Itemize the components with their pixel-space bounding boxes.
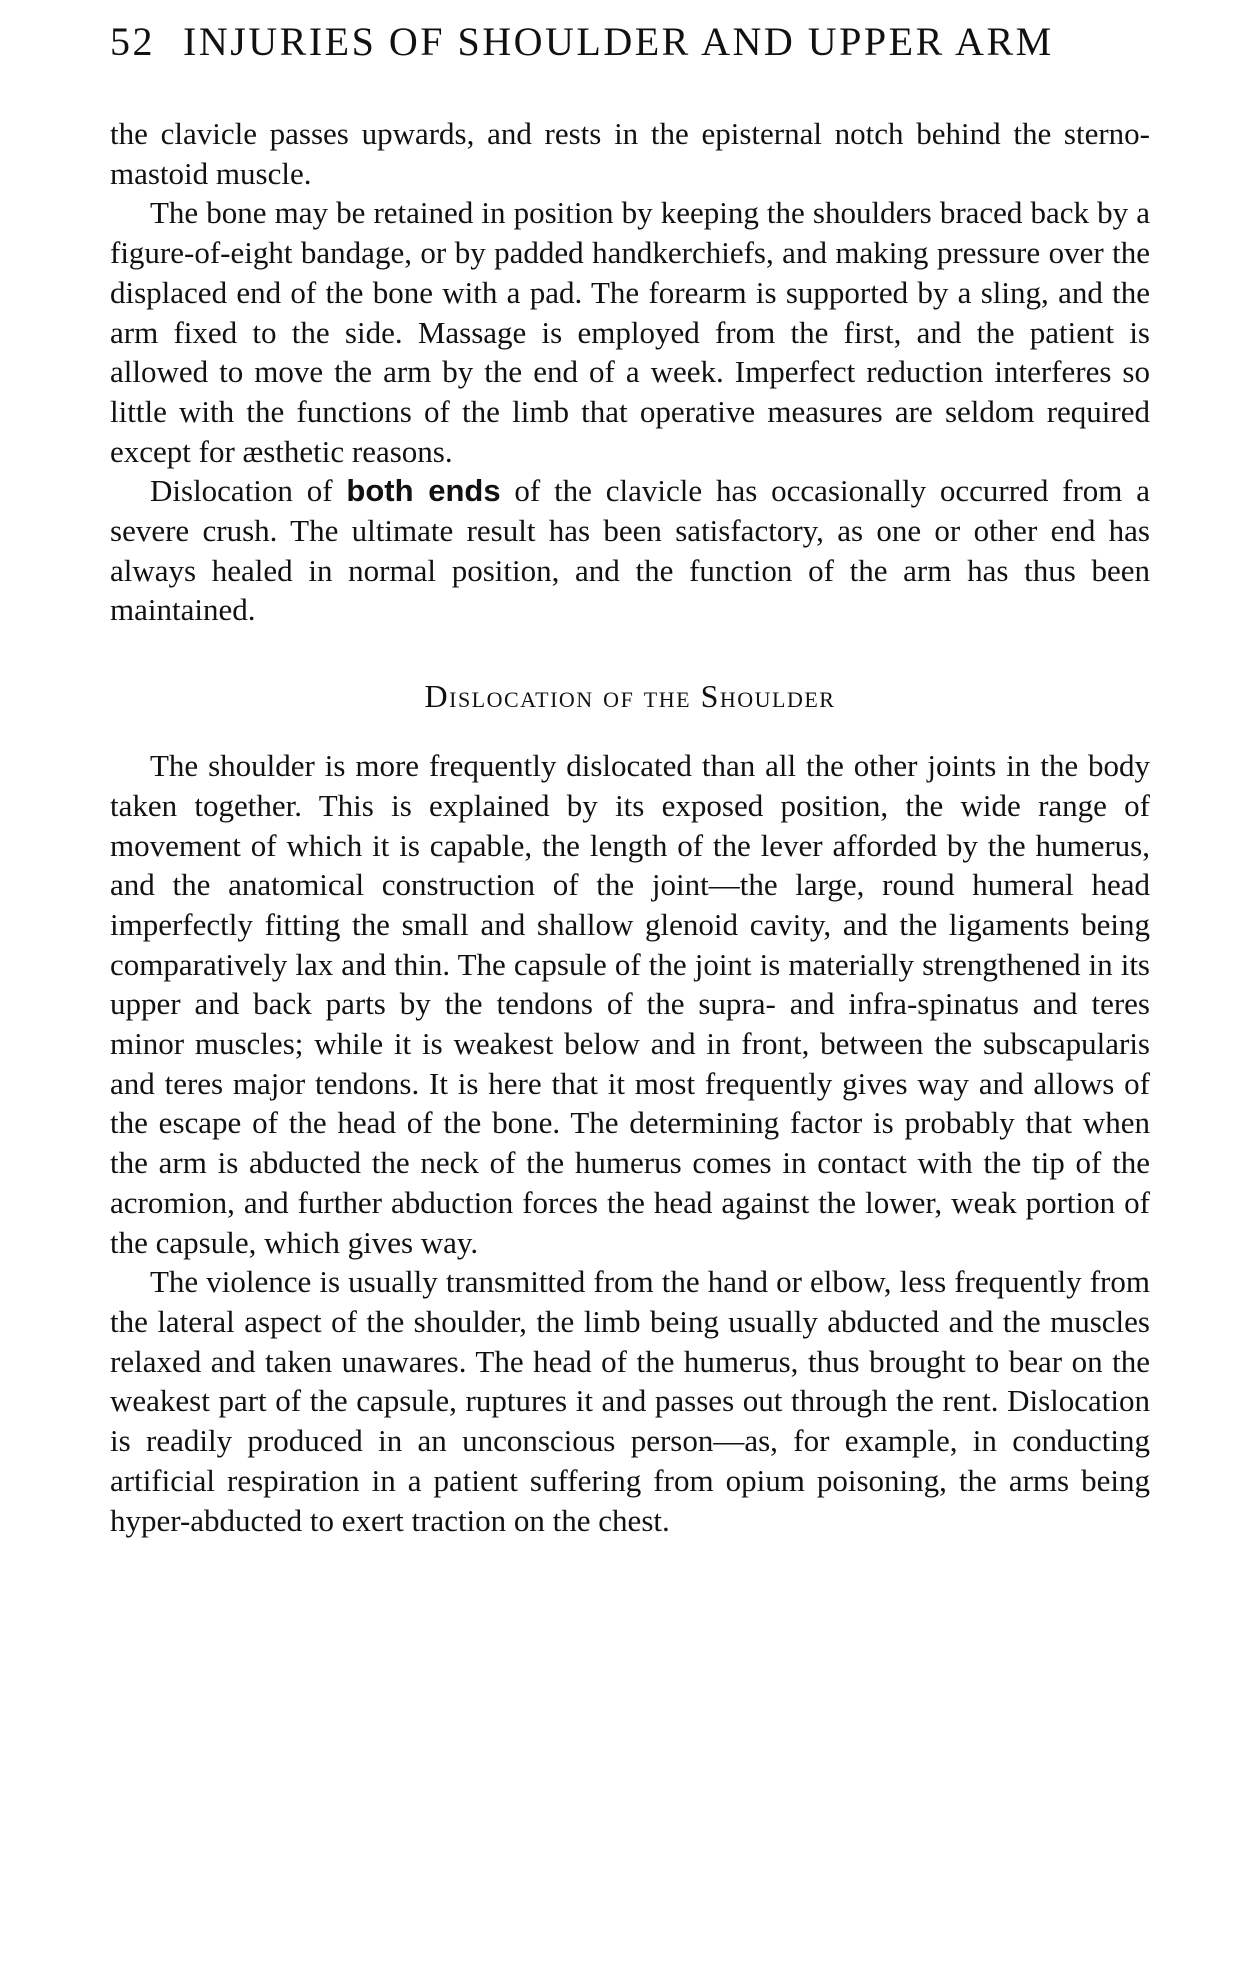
- running-title: INJURIES OF SHOULDER AND UPPER ARM: [183, 19, 1054, 64]
- running-head: [110, 18, 1150, 66]
- paragraph-shoulder-anatomy: The shoulder is more frequently dislocated than all the other joints in the body taken together. This is explained by its exposed position, the wide range of movement of which it is capable, the length of the lever afforded by the humerus, and the anatomical construction of the joint—the large, round humeral head imperfectly fitting the small and shallow glenoid cavity, and the ligaments being comparatively lax and thin. The capsule of the joint is materially strengthened in its upper and back parts by the tendons of the supra- and infra-spinatus and teres minor muscles; while it is weakest below and in front, between the subscapularis and teres major tendons. It is here that it most frequently gives way and allows of the escape of the head of the bone. The determining factor is probably that when the arm is abducted the neck of the humerus comes in contact with the tip of the acromion, and further abduction forces the head against the lower, weak portion of the capsule, which gives way.: [110, 748, 1150, 1260]
- book-page: [110, 18, 1150, 1540]
- paragraph-treatment: The bone may be retained in position by keeping the shoulders braced back by a figure-of-eight bandage, or by padded handkerchiefs, and making pressure over the displaced end of the bone with a pad. The forearm is supported by a sling, and the arm fixed to the side. Massage is employed from the first, and the patient is allowed to move the arm by the end of a week. Imperfect reduction interferes so little with the functions of the limb that operative measures are seldom required except for æsthetic reasons.: [110, 195, 1150, 469]
- paragraph-continued: the clavicle passes upwards, and rests in the episternal notch behind the sterno-mastoid muscle.: [110, 116, 1150, 191]
- body-text: [110, 114, 1150, 1540]
- paragraph-violence: The violence is usually transmitted from the hand or elbow, less frequently from the lateral aspect of the shoulder, the limb being usually abducted and the muscles relaxed and taken unawares. The head of the humerus, thus brought to bear on the weakest part of the capsule, ruptures it and passes out through the rent. Dislocation is readily produced in an unconscious person—as, for example, in conducting artificial respiration in a patient suffering from opium poisoning, the arms being hyper-abducted to exert traction on the chest.: [110, 1264, 1150, 1538]
- both-ends-rest: of the clavicle has occasionally occurred from a severe crush. The ultimate result has been satisfactory, as one or other end has always healed in normal position, and the function of the arm has thus been maintained.: [110, 473, 1150, 628]
- paragraph-both-ends: [110, 471, 1150, 630]
- both-ends-lead: Dislocation of: [150, 473, 347, 509]
- both-ends-emphasis: both ends: [346, 473, 501, 509]
- page-number: 52: [110, 19, 155, 64]
- section-heading: Dislocation of the Shoulder: [424, 678, 836, 715]
